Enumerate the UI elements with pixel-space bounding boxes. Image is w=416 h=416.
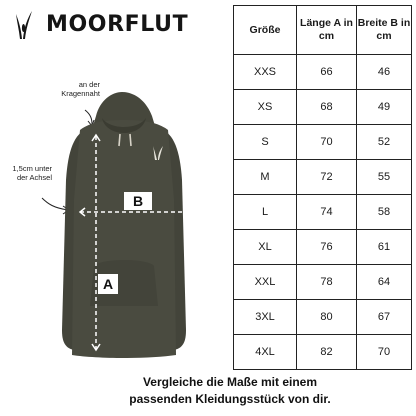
length-label-a: A bbox=[102, 276, 114, 292]
size-cell: 4XL bbox=[234, 335, 297, 370]
column-header-width: Breite B in cm bbox=[357, 6, 412, 55]
table-header-row bbox=[234, 6, 412, 55]
width-cell: 67 bbox=[357, 300, 412, 335]
length-cell: 80 bbox=[297, 300, 357, 335]
table-row bbox=[234, 195, 412, 230]
width-cell: 70 bbox=[357, 335, 412, 370]
width-cell: 64 bbox=[357, 265, 412, 300]
length-cell: 70 bbox=[297, 125, 357, 160]
column-header-length: Länge A in cm bbox=[297, 6, 357, 55]
width-cell: 52 bbox=[357, 125, 412, 160]
column-header-size: Größe bbox=[234, 6, 297, 55]
table-row bbox=[234, 125, 412, 160]
length-cell: 82 bbox=[297, 335, 357, 370]
width-cell: 49 bbox=[357, 90, 412, 125]
caption bbox=[0, 374, 416, 408]
width-cell: 55 bbox=[357, 160, 412, 195]
size-cell: S bbox=[234, 125, 297, 160]
caption-line-2: passenden Kleidungsstück von dir. bbox=[129, 392, 331, 406]
table-row bbox=[234, 160, 412, 195]
caption-line-1: Vergleiche die Maße mit einem bbox=[142, 375, 318, 389]
size-cell: XXS bbox=[234, 55, 297, 90]
table-row bbox=[234, 300, 412, 335]
brand-logo bbox=[14, 8, 188, 40]
collar-note: an der Kragennaht bbox=[61, 80, 100, 98]
size-cell: XS bbox=[234, 90, 297, 125]
width-cell: 58 bbox=[357, 195, 412, 230]
length-cell: 68 bbox=[297, 90, 357, 125]
length-cell: 72 bbox=[297, 160, 357, 195]
length-cell: 74 bbox=[297, 195, 357, 230]
armpit-note: 1,5cm unter der Achsel bbox=[12, 164, 52, 182]
length-cell: 78 bbox=[297, 265, 357, 300]
width-cell: 46 bbox=[357, 55, 412, 90]
length-cell: 76 bbox=[297, 230, 357, 265]
hoodie-illustration bbox=[30, 80, 210, 360]
table-row bbox=[234, 265, 412, 300]
length-cell: 66 bbox=[297, 55, 357, 90]
width-label-b: B bbox=[132, 193, 144, 209]
table-row bbox=[234, 90, 412, 125]
grass-reed-icon bbox=[14, 8, 38, 40]
size-table bbox=[233, 5, 412, 370]
brand-name: MOORFLUT bbox=[46, 11, 189, 37]
size-cell: 3XL bbox=[234, 300, 297, 335]
table-row bbox=[234, 55, 412, 90]
size-cell: XXL bbox=[234, 265, 297, 300]
size-cell: M bbox=[234, 160, 297, 195]
size-cell: XL bbox=[234, 230, 297, 265]
table-row bbox=[234, 230, 412, 265]
table-row bbox=[234, 335, 412, 370]
size-cell: L bbox=[234, 195, 297, 230]
width-cell: 61 bbox=[357, 230, 412, 265]
